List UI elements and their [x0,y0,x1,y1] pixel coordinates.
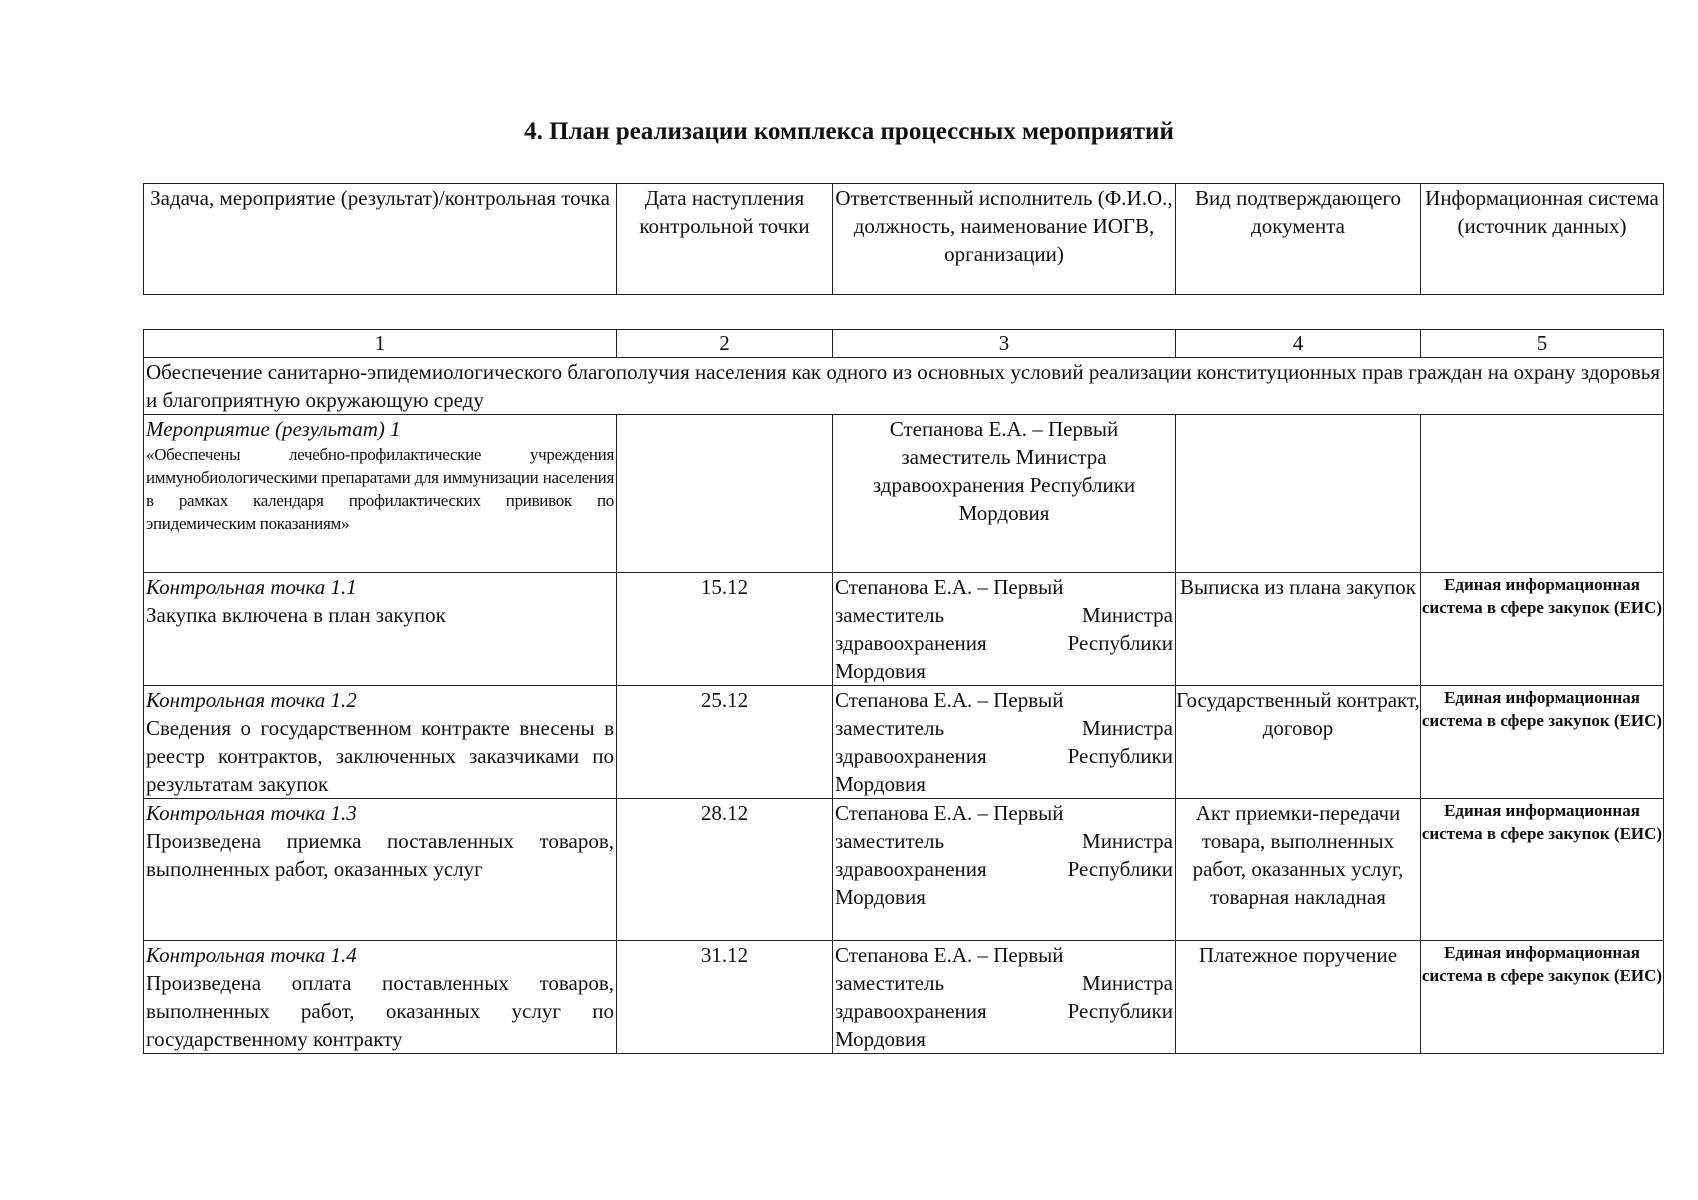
page-title: 4. План реализации комплекса процессных мероприятий [524,118,1174,145]
measure-cell [144,415,617,573]
responsible-position: заместитель Министра здравоохранения Республики Мордовия [835,716,1173,796]
checkpoint-date: 31.12 [617,941,833,1054]
checkpoint-text: Сведения о государственном контракте внесены в реестр контрактов, заключенных заказчиками по результатам закупок [146,716,614,796]
responsible-name: Степанова Е.А. – Первый [835,575,1064,599]
measure-responsible: Степанова Е.А. – Первый заместитель Министра здравоохранения Республики Мордовия [833,415,1176,573]
checkpoint-responsible [833,941,1176,1054]
checkpoint-cell [144,573,617,686]
plan-table [143,329,1664,1054]
section-row [144,358,1664,415]
checkpoint-document: Акт приемки-передачи товара, выполненных работ, оказанных услуг, товарная накладная [1176,799,1421,941]
checkpoint-document: Выписка из плана закупок [1176,573,1421,686]
checkpoint-row [144,573,1664,686]
checkpoint-text: Закупка включена в план закупок [146,603,446,627]
checkpoint-responsible [833,799,1176,941]
measure-date [617,415,833,573]
checkpoint-system: Единая информационная система в сфере закупок (ЕИС) [1421,686,1664,799]
measure-text: «Обеспечены лечебно-профилактические учреждения иммунобиологическими препаратами для иммунизации населения в рамках календаря профилактических прививок по эпидемическим показаниям» [146,445,614,533]
section-title: Обеспечение санитарно-эпидемиологического благополучия населения как одного из основных условий реализации конституционных прав граждан на охрану здоровья и благоприятную окружающую среду [144,358,1664,415]
checkpoint-cell [144,686,617,799]
checkpoint-text: Произведена оплата поставленных товаров, выполненных работ, оказанных услуг по государственному контракту [146,971,614,1051]
column-number: 2 [617,330,833,358]
checkpoint-system: Единая информационная система в сфере закупок (ЕИС) [1421,573,1664,686]
responsible-position: заместитель Министра здравоохранения Республики Мордовия [835,603,1173,683]
checkpoint-label: Контрольная точка 1.2 [146,688,357,712]
header-date: Дата наступления контрольной точки [617,184,833,295]
checkpoint-date: 28.12 [617,799,833,941]
column-number-row [144,330,1664,358]
responsible-position: заместитель Министра здравоохранения Республики Мордовия [835,829,1173,909]
checkpoint-cell [144,799,617,941]
checkpoint-responsible [833,686,1176,799]
measure-document [1176,415,1421,573]
column-number: 5 [1421,330,1664,358]
header-document: Вид подтверждающего документа [1176,184,1421,295]
checkpoint-date: 15.12 [617,573,833,686]
checkpoint-cell [144,941,617,1054]
header-responsible: Ответственный исполнитель (Ф.И.О., должность, наименование ИОГВ, организации) [833,184,1176,295]
checkpoint-label: Контрольная точка 1.1 [146,575,357,599]
column-number: 3 [833,330,1176,358]
checkpoint-text: Произведена приемка поставленных товаров, выполненных работ, оказанных услуг [146,829,614,881]
responsible-name: Степанова Е.А. – Первый [835,943,1064,967]
column-number: 4 [1176,330,1421,358]
responsible-name: Степанова Е.А. – Первый [835,688,1064,712]
header-table [143,183,1664,295]
responsible-position: заместитель Министра здравоохранения Республики Мордовия [835,971,1173,1051]
checkpoint-responsible [833,573,1176,686]
measure-system [1421,415,1664,573]
header-system: Информационная система (источник данных) [1421,184,1664,295]
checkpoint-system: Единая информационная система в сфере закупок (ЕИС) [1421,941,1664,1054]
responsible-name: Степанова Е.А. – Первый [835,801,1064,825]
measure-row [144,415,1664,573]
checkpoint-label: Контрольная точка 1.3 [146,801,357,825]
checkpoint-date: 25.12 [617,686,833,799]
checkpoint-system: Единая информационная система в сфере закупок (ЕИС) [1421,799,1664,941]
header-task: Задача, мероприятие (результат)/контрольная точка [144,184,617,295]
column-number: 1 [144,330,617,358]
checkpoint-row [144,941,1664,1054]
checkpoint-row [144,686,1664,799]
checkpoint-label: Контрольная точка 1.4 [146,943,357,967]
checkpoint-document: Платежное поручение [1176,941,1421,1054]
checkpoint-row [144,799,1664,941]
checkpoint-document: Государственный контракт, договор [1176,686,1421,799]
measure-label: Мероприятие (результат) 1 [146,417,401,441]
header-row [144,184,1664,295]
